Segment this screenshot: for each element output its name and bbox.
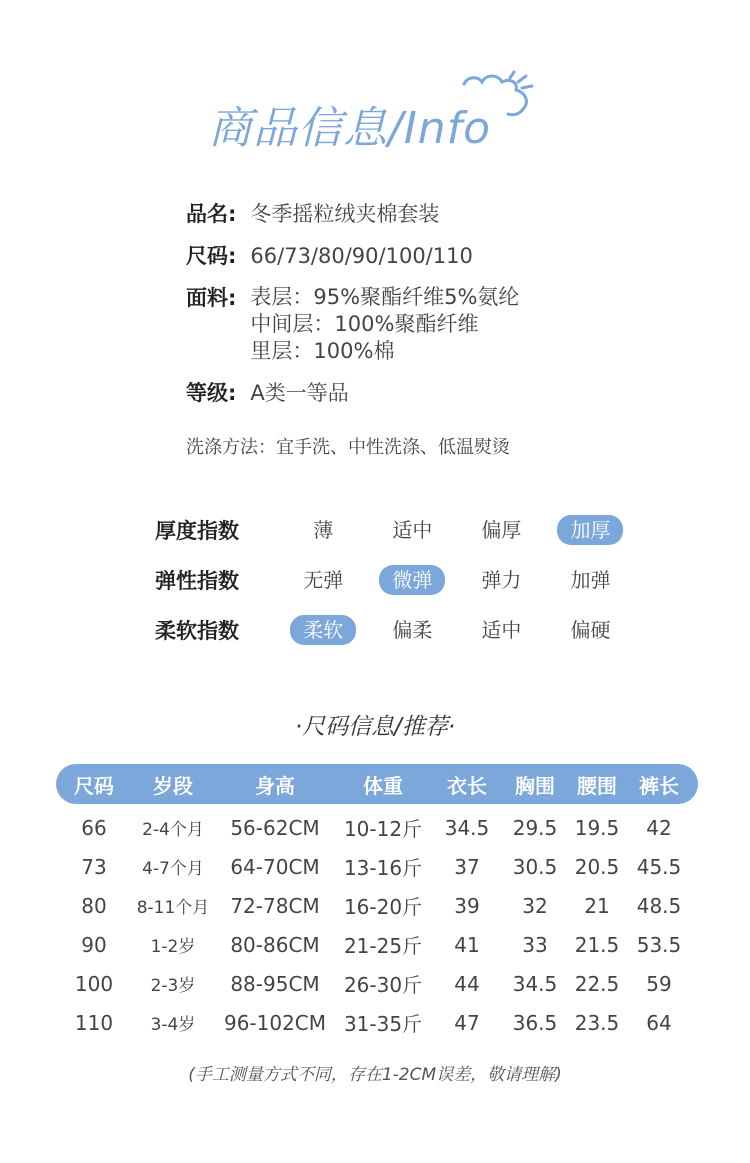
table-cell: 34.5 [512, 971, 558, 996]
column-header: 身高 [255, 773, 295, 798]
table-cell: 56-62CM [230, 815, 320, 840]
table-cell: 2-3岁 [150, 976, 196, 996]
page-title: 商品信息/Info [208, 103, 492, 154]
index-label: 厚度指数 [155, 519, 239, 543]
index-table [155, 505, 635, 655]
column-header: 衣长 [447, 773, 487, 798]
measurement-note: (手工测量方式不同，存在1-2CM误差，敬请理解) [188, 1065, 562, 1085]
table-cell: 23.5 [574, 1010, 620, 1035]
header [0, 70, 750, 160]
table-cell: 73 [81, 854, 107, 879]
column-header: 腰围 [577, 773, 617, 798]
fabric-line: 里层：100%棉 [250, 339, 395, 363]
column-header: 裤长 [639, 773, 679, 798]
table-cell: 44 [454, 971, 480, 996]
table-cell: 47 [454, 1010, 480, 1035]
index-option-selected: 加厚 [557, 515, 623, 545]
table-cell: 32 [522, 893, 548, 918]
table-cell: 19.5 [574, 815, 620, 840]
cloud-icon [458, 70, 538, 130]
table-cell: 88-95CM [230, 971, 320, 996]
column-header: 胸围 [515, 773, 555, 798]
table-cell: 48.5 [636, 893, 682, 918]
table-cell: 13-16斤 [343, 856, 423, 880]
table-cell: 90 [81, 932, 107, 957]
table-body [56, 808, 698, 1042]
index-option-selected: 微弹 [379, 565, 445, 595]
elasticity-index-row [155, 555, 635, 605]
fabric-line: 表层：95%聚酯纤维5%氨纶 [250, 285, 520, 309]
size-table [56, 764, 698, 1042]
index-option: 加弹 [570, 568, 611, 592]
column-header: 尺码 [74, 773, 114, 798]
name-label: 品名: [186, 202, 237, 226]
wash-instructions: 洗涤方法：宜手洗、中性洗涤、低温熨烫 [186, 437, 510, 458]
table-cell: 21 [584, 893, 610, 918]
table-cell: 21-25斤 [343, 934, 423, 958]
table-cell: 16-20斤 [343, 895, 423, 919]
table-cell: 34.5 [444, 815, 490, 840]
table-cell: 64 [646, 1010, 672, 1035]
name-value: 冬季摇粒绒夹棉套装 [250, 202, 440, 226]
index-option-selected: 柔软 [290, 615, 356, 645]
index-option: 弹力 [481, 568, 522, 592]
table-cell: 22.5 [574, 971, 620, 996]
table-cell: 72-78CM [230, 893, 320, 918]
size-value: 66/73/80/90/100/110 [250, 244, 473, 268]
table-row [56, 847, 698, 886]
table-cell: 10-12斤 [343, 817, 423, 841]
table-cell: 53.5 [636, 932, 682, 957]
fabric-label: 面料: [186, 286, 237, 310]
table-cell: 100 [74, 971, 114, 996]
index-option: 偏厚 [481, 518, 522, 542]
grade-row [186, 379, 666, 407]
table-row [56, 964, 698, 1003]
index-label: 柔软指数 [155, 619, 239, 643]
table-cell: 66 [81, 815, 107, 840]
table-cell: 8-11个月 [136, 898, 210, 918]
size-row [186, 242, 666, 270]
table-cell: 110 [74, 1010, 114, 1035]
size-label: 尺码: [186, 244, 237, 268]
table-cell: 80 [81, 893, 107, 918]
table-cell: 3-4岁 [150, 1015, 196, 1035]
thickness-index-row [155, 505, 635, 555]
table-cell: 30.5 [512, 854, 558, 879]
table-cell: 59 [646, 971, 672, 996]
table-cell: 64-70CM [230, 854, 320, 879]
table-cell: 2-4个月 [142, 820, 204, 840]
table-header [56, 764, 698, 804]
softness-index-row [155, 605, 635, 655]
table-cell: 45.5 [636, 854, 682, 879]
table-cell: 4-7个月 [142, 859, 204, 879]
fabric-row [186, 284, 666, 365]
table-cell: 36.5 [512, 1010, 558, 1035]
index-label: 弹性指数 [155, 569, 239, 593]
table-cell: 39 [454, 893, 480, 918]
index-option: 适中 [392, 518, 433, 542]
index-option: 适中 [481, 618, 522, 642]
fabric-line: 中间层：100%聚酯纤维 [250, 312, 479, 336]
table-cell: 1-2岁 [150, 937, 196, 957]
index-option: 无弹 [303, 568, 344, 592]
table-row [56, 886, 698, 925]
table-row [56, 1003, 698, 1042]
index-option: 薄 [313, 518, 334, 542]
table-cell: 80-86CM [230, 932, 320, 957]
table-row [56, 808, 698, 847]
table-row [56, 925, 698, 964]
size-section-title: ·尺码信息/推荐· [294, 714, 456, 740]
table-cell: 41 [454, 932, 480, 957]
name-row [186, 200, 666, 228]
grade-value: A类一等品 [250, 381, 349, 405]
column-header: 岁段 [153, 773, 193, 798]
table-cell: 29.5 [512, 815, 558, 840]
grade-label: 等级: [186, 381, 237, 405]
table-cell: 33 [522, 932, 548, 957]
table-cell: 96-102CM [223, 1010, 327, 1035]
table-cell: 31-35斤 [343, 1012, 423, 1036]
table-cell: 21.5 [574, 932, 620, 957]
table-cell: 26-30斤 [343, 973, 423, 997]
index-option: 偏硬 [570, 618, 611, 642]
table-cell: 42 [646, 815, 672, 840]
table-cell: 20.5 [574, 854, 620, 879]
product-info [186, 200, 666, 407]
table-cell: 37 [454, 854, 480, 879]
column-header: 体重 [363, 773, 403, 798]
index-option: 偏柔 [392, 618, 433, 642]
fabric-value [250, 284, 519, 365]
